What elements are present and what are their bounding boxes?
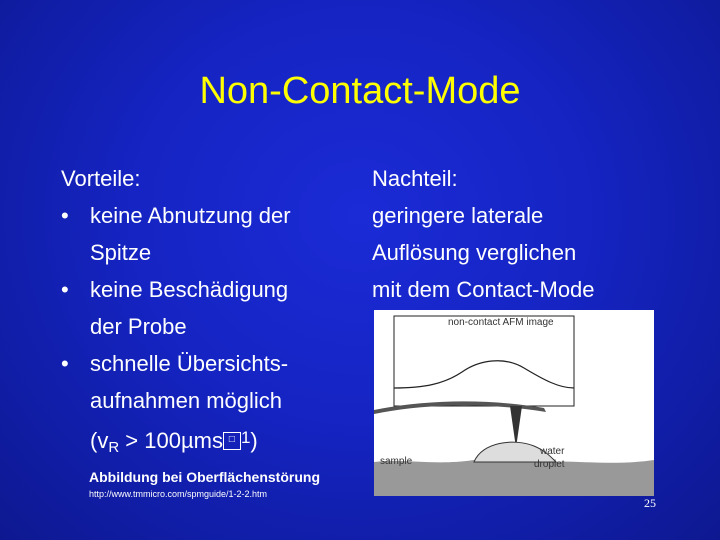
image-frame	[394, 316, 574, 406]
advantages-list	[61, 197, 371, 466]
bullet-marker: •	[61, 351, 69, 376]
page-number: 25	[644, 496, 656, 510]
sample-label: sample	[380, 456, 413, 467]
disadvantage-line: geringere laterale	[372, 203, 544, 228]
advantage-line: schnelle Übersichts-	[90, 351, 289, 376]
advantage-line: keine Beschädigung	[90, 277, 289, 302]
bullet-marker: •	[61, 203, 69, 228]
speed-formula	[90, 428, 258, 456]
bullet-marker: •	[61, 277, 69, 302]
formula-subscript: R	[108, 439, 120, 456]
slide-title: Non-Contact-Mode	[199, 70, 521, 112]
advantage-item	[61, 345, 371, 466]
advantage-line: der Probe	[90, 314, 187, 339]
advantage-line: keine Abnutzung der	[90, 203, 291, 228]
droplet-label-1: water	[540, 446, 565, 457]
source-url[interactable]: http://www.tmmicro.com/spmguide/1-2-2.htm	[89, 489, 268, 499]
disadvantage-column	[372, 160, 672, 308]
formula-open: (v	[90, 428, 109, 453]
advantage-line: Spitze	[90, 240, 152, 265]
advantage-item	[61, 271, 371, 345]
disadvantage-line: mit dem Contact-Mode	[372, 277, 595, 302]
formula-exponent: 1	[240, 428, 251, 447]
figure-caption: Abbildung bei Oberflächenstörung	[89, 469, 320, 485]
advantages-heading: Vorteile:	[61, 166, 141, 191]
afm-diagram	[374, 310, 654, 496]
profile-curve	[394, 361, 574, 388]
disadvantage-line: Auflösung verglichen	[372, 240, 577, 265]
advantage-item	[61, 197, 371, 271]
missing-glyph-icon: □	[223, 432, 241, 450]
sample-surface	[374, 459, 654, 496]
afm-figure	[374, 310, 654, 496]
disadvantage-heading: Nachteil:	[372, 166, 458, 191]
advantages-column	[61, 160, 371, 466]
advantage-line: aufnahmen möglich	[90, 388, 283, 413]
droplet-label-2: droplet	[534, 459, 565, 470]
formula-value: > 100µms	[119, 428, 223, 453]
formula-close: )	[250, 428, 258, 453]
image-label: non-contact AFM image	[448, 317, 554, 328]
